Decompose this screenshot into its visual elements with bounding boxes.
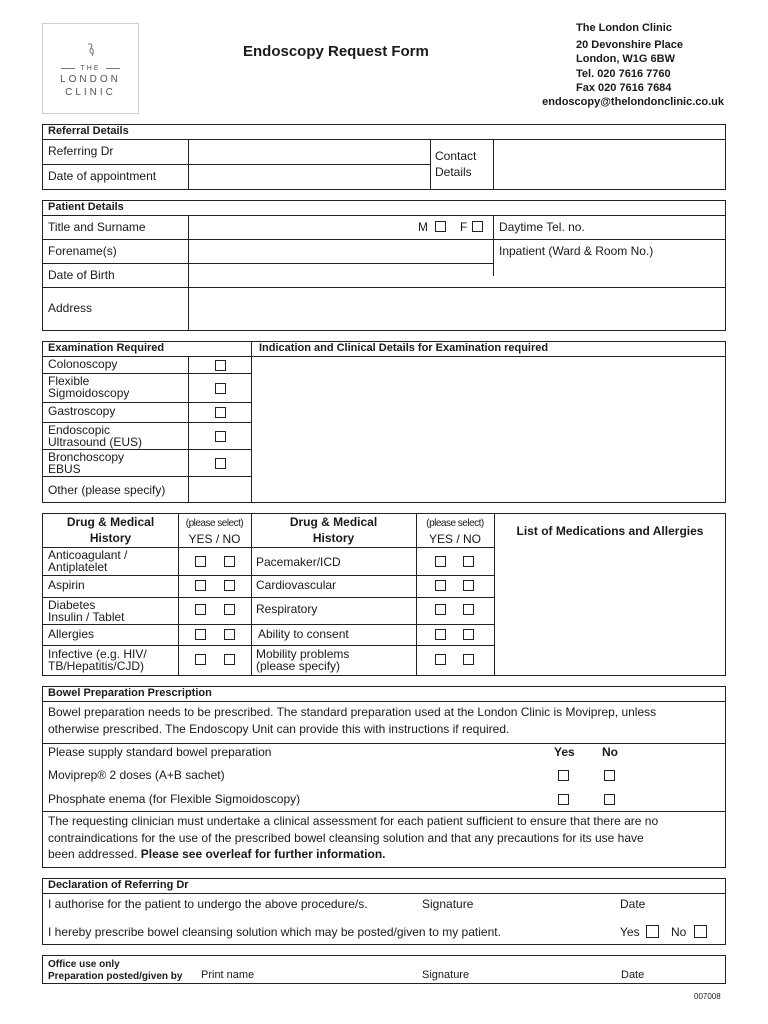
exam-colonoscopy-label: Colonoscopy — [48, 357, 118, 371]
indication-heading: Indication and Clinical Details for Examination required — [259, 342, 549, 354]
referring-dr-label: Referring Dr — [48, 144, 114, 158]
exam-other-field[interactable] — [189, 477, 250, 502]
indication-field[interactable] — [252, 357, 725, 502]
clinic-fax: Fax 020 7616 7684 — [576, 82, 672, 94]
divider — [43, 701, 725, 702]
contact-details-field[interactable] — [494, 140, 725, 189]
divider — [43, 402, 252, 403]
divider — [43, 597, 495, 598]
pacemaker-no-checkbox[interactable] — [463, 556, 474, 567]
clinician-assessment-line3-text: been addressed. — [48, 847, 138, 861]
ability-to-consent-yes-checkbox[interactable] — [435, 629, 446, 640]
prescribe-no-checkbox[interactable] — [694, 925, 707, 938]
mobility-label-line1: Mobility problems — [256, 647, 350, 661]
respiratory-yes-checkbox[interactable] — [435, 604, 446, 615]
exam-eus-checkbox[interactable] — [215, 431, 226, 442]
moviprep-yes-checkbox[interactable] — [558, 770, 569, 781]
infective-yes-checkbox[interactable] — [195, 654, 206, 665]
allergies-no-checkbox[interactable] — [224, 629, 235, 640]
cardiovascular-label: Cardiovascular — [256, 578, 337, 592]
respiratory-label: Respiratory — [256, 602, 318, 616]
exam-gastroscopy-checkbox[interactable] — [215, 407, 226, 418]
prescribe-yes-label: Yes — [620, 925, 640, 939]
bowel-intro-line1: Bowel preparation needs to be prescribed. The standard preparation used at the London Clinic is Moviprep, unless — [48, 705, 657, 719]
cardiovascular-no-checkbox[interactable] — [463, 580, 474, 591]
date-of-birth-label: Date of Birth — [48, 268, 115, 282]
authorise-statement: I authorise for the patient to undergo the above procedure/s. — [48, 897, 368, 911]
aspirin-no-checkbox[interactable] — [224, 580, 235, 591]
medications-allergies-heading: List of Medications and Allergies — [516, 524, 704, 538]
allergies-label: Allergies — [48, 627, 95, 641]
mobility-no-checkbox[interactable] — [463, 654, 474, 665]
forenames-label: Forename(s) — [48, 244, 117, 258]
exam-other-label: Other (please specify) — [48, 483, 166, 497]
examination-required-heading: Examination Required — [48, 342, 165, 354]
divider — [43, 575, 495, 576]
drug-history-section — [42, 513, 726, 676]
mobility-yes-checkbox[interactable] — [435, 654, 446, 665]
bowel-intro-line2: otherwise prescribed. The Endoscopy Unit can provide this with instructions if required. — [48, 722, 510, 736]
clinic-telephone: Tel. 020 7616 7760 — [576, 68, 671, 80]
declaration-section — [42, 878, 726, 945]
male-label: M — [418, 220, 428, 234]
exam-gastroscopy-label: Gastroscopy — [48, 404, 116, 418]
exam-bronchoscopy-label-line2: EBUS — [48, 462, 81, 476]
clinic-address-line2: London, W1G 6BW — [576, 53, 675, 65]
declaration-date-label: Date — [620, 897, 646, 911]
drug-history-header-right-line1: Drug & Medical — [289, 515, 378, 529]
aspirin-label: Aspirin — [48, 578, 85, 592]
drug-history-header-left-line1: Drug & Medical — [66, 515, 155, 529]
divider — [43, 645, 495, 646]
logo-divider-left — [61, 68, 75, 69]
divider — [43, 811, 725, 812]
ability-to-consent-no-checkbox[interactable] — [463, 629, 474, 640]
logo-emblem-icon — [84, 42, 98, 58]
referral-details-section — [42, 124, 726, 190]
exam-flexible-sigmoidoscopy-label-line2: Sigmoidoscopy — [48, 386, 130, 400]
title-and-surname-label: Title and Surname — [48, 220, 146, 234]
moviprep-label: Moviprep® 2 doses (A+B sachet) — [48, 768, 225, 782]
date-of-appointment-field[interactable] — [189, 165, 429, 189]
diabetes-label-line2: Insulin / Tablet — [48, 610, 125, 624]
office-signature-label: Signature — [422, 969, 470, 981]
ability-to-consent-label: Ability to consent — [258, 627, 349, 641]
phosphate-enema-label: Phosphate enema (for Flexible Sigmoidoscopy) — [48, 792, 301, 806]
logo-line-clinic: CLINIC — [65, 87, 116, 98]
date-of-birth-field[interactable] — [189, 264, 725, 287]
pacemaker-yes-checkbox[interactable] — [435, 556, 446, 567]
aspirin-yes-checkbox[interactable] — [195, 580, 206, 591]
clinic-name: The London Clinic — [576, 22, 672, 34]
form-title: Endoscopy Request Form — [243, 43, 429, 60]
bowel-preparation-section — [42, 686, 726, 868]
clinician-assessment-line1: The requesting clinician must undertake a clinical assessment for each patient sufficient to ensure that there are no — [48, 814, 659, 828]
examination-section — [42, 341, 726, 503]
exam-eus-label-line2: Ultrasound (EUS) — [48, 435, 143, 449]
female-checkbox[interactable] — [472, 221, 483, 232]
yes-no-left: YES / NO — [188, 532, 241, 546]
patient-details-heading: Patient Details — [48, 201, 124, 213]
exam-flexible-sigmoidoscopy-label-line1: Flexible — [48, 374, 90, 388]
clinic-email: endoscopy@thelondonclinic.co.uk — [542, 96, 724, 108]
date-of-appointment-label: Date of appointment — [48, 169, 157, 183]
exam-colonoscopy-checkbox[interactable] — [215, 360, 226, 371]
please-select-left: (please select) — [185, 518, 244, 529]
pacemaker-label: Pacemaker/ICD — [256, 555, 341, 569]
office-use-heading: Office use only — [48, 959, 120, 970]
patient-details-section — [42, 200, 726, 331]
see-overleaf-note: Please see overleaf for further information. — [140, 847, 386, 861]
bowel-yes-header: Yes — [554, 745, 575, 759]
address-field[interactable] — [189, 288, 725, 330]
divider — [43, 624, 495, 625]
exam-bronchoscopy-checkbox[interactable] — [215, 458, 226, 469]
exam-flexible-sigmoidoscopy-checkbox[interactable] — [215, 383, 226, 394]
clinic-logo — [42, 23, 139, 114]
diabetes-label-line1: Diabetes — [48, 598, 96, 612]
office-use-section — [42, 955, 726, 984]
drug-history-header-left-line2: History — [89, 531, 132, 545]
daytime-tel-label: Daytime Tel. no. — [499, 220, 585, 234]
phosphate-enema-yes-checkbox[interactable] — [558, 794, 569, 805]
declaration-heading: Declaration of Referring Dr — [48, 879, 189, 891]
anticoagulant-no-checkbox[interactable] — [224, 556, 235, 567]
logo-line-the: THE — [80, 65, 101, 72]
infective-no-checkbox[interactable] — [224, 654, 235, 665]
office-date-label: Date — [621, 969, 645, 981]
clinician-assessment-line3 — [48, 848, 386, 861]
title-and-surname-field[interactable] — [189, 216, 409, 239]
diabetes-no-checkbox[interactable] — [224, 604, 235, 615]
diabetes-yes-checkbox[interactable] — [195, 604, 206, 615]
contact-details-label-line1: Contact — [435, 149, 477, 163]
please-select-right: (please select) — [426, 518, 484, 529]
infective-label-line1: Infective (e.g. HIV/ — [48, 647, 147, 661]
logo-divider-right — [106, 68, 120, 69]
print-name-label: Print name — [201, 969, 255, 981]
male-checkbox[interactable] — [435, 221, 446, 232]
medications-allergies-field[interactable] — [495, 548, 725, 675]
infective-label-line2: TB/Hepatitis/CJD) — [48, 659, 145, 673]
anticoagulant-label-line1: Anticoagulant / — [48, 548, 128, 562]
forenames-field[interactable] — [189, 240, 493, 263]
exam-bronchoscopy-label-line1: Bronchoscopy — [48, 450, 125, 464]
anticoagulant-label-line2: Antiplatelet — [48, 560, 108, 574]
respiratory-no-checkbox[interactable] — [463, 604, 474, 615]
clinician-assessment-line2: contraindications for the use of the prescribed bowel cleansing solution and that any precautions for its use have — [48, 831, 644, 845]
prescribe-no-label: No — [671, 925, 687, 939]
bowel-preparation-heading: Bowel Preparation Prescription — [48, 687, 212, 699]
mobility-label-line2: (please specify) — [256, 659, 341, 673]
drug-history-header-right-line2: History — [312, 531, 355, 545]
allergies-yes-checkbox[interactable] — [195, 629, 206, 640]
yes-no-right: YES / NO — [428, 532, 481, 546]
inpatient-label: Inpatient (Ward & Room No.) — [499, 244, 654, 258]
logo-line-london: LONDON — [60, 74, 121, 85]
preparation-posted-label: Preparation posted/given by — [48, 971, 183, 982]
moviprep-no-checkbox[interactable] — [604, 770, 615, 781]
prescribe-statement: I hereby prescribe bowel cleansing solution which may be posted/given to my patient. — [48, 925, 501, 939]
prescribe-yes-checkbox[interactable] — [646, 925, 659, 938]
referral-details-heading: Referral Details — [48, 125, 129, 137]
divider — [430, 139, 431, 189]
bowel-no-header: No — [602, 745, 618, 759]
form-code: 007008 — [694, 992, 721, 1001]
divider — [43, 743, 725, 744]
phosphate-enema-no-checkbox[interactable] — [604, 794, 615, 805]
female-label: F — [460, 220, 468, 234]
exam-eus-label-line1: Endoscopic — [48, 423, 111, 437]
declaration-signature-label: Signature — [422, 897, 474, 911]
clinic-address-line1: 20 Devonshire Place — [576, 39, 684, 51]
standard-bowel-prep-label: Please supply standard bowel preparation — [48, 745, 272, 759]
referring-dr-field[interactable] — [189, 140, 429, 164]
cardiovascular-yes-checkbox[interactable] — [435, 580, 446, 591]
address-label: Address — [48, 301, 93, 315]
anticoagulant-yes-checkbox[interactable] — [195, 556, 206, 567]
divider — [43, 893, 725, 894]
contact-details-label-line2: Details — [435, 165, 472, 179]
